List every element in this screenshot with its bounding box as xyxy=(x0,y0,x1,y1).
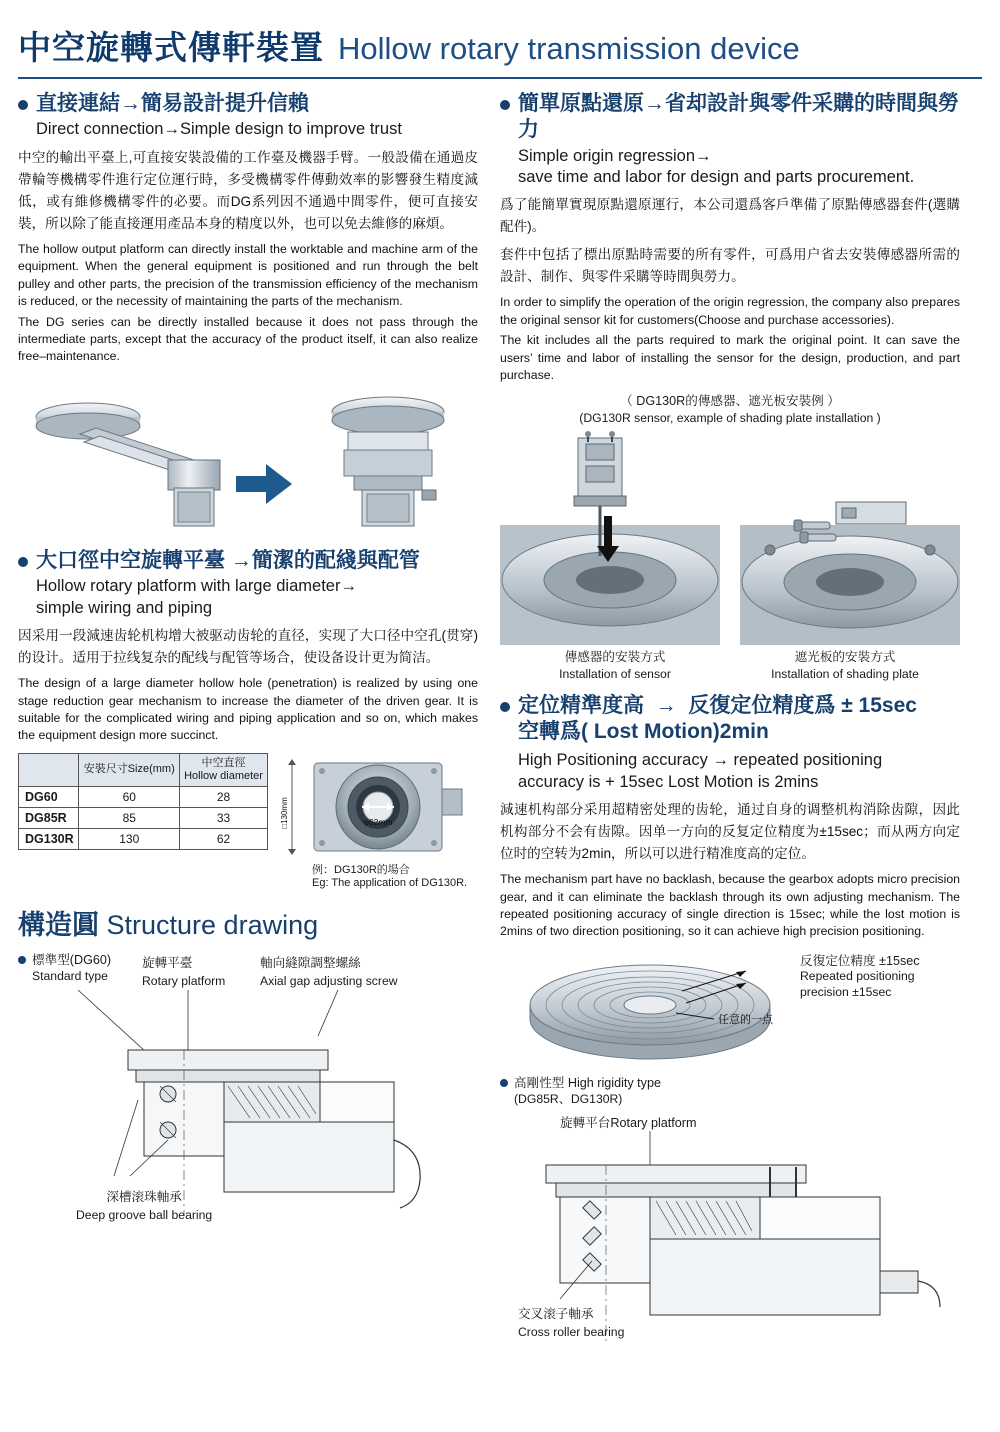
paragraph-en-1: In order to simplify the operation of the origin regression, the company also prepares the original sensor kit for customers(Choose and purchase accessories). xyxy=(500,295,960,327)
paragraph-en-2: The DG series can be directly installed because it does not pass through the intermediate parts, except that the accuracy of the product itself, it can also realize free–maintenance. xyxy=(18,314,478,364)
cell-model: DG60 xyxy=(19,787,79,808)
right-column xyxy=(500,91,960,1346)
cell-size: 130 xyxy=(79,829,180,850)
section-large-diameter xyxy=(18,548,478,745)
subcaption-shading-plate-cn: 遮光板的安裝方式 xyxy=(794,650,896,665)
label-rotary-platform-right: 旋轉平台Rotary platform xyxy=(560,1115,697,1130)
callout-repeat-precision xyxy=(800,953,920,1001)
cell-model: DG130R xyxy=(19,829,79,850)
structure-title-en: Structure drawing xyxy=(106,909,319,940)
sensor-subcaptions xyxy=(500,649,960,682)
subcaption-sensor-cn: 傳感器的安裝方式 xyxy=(564,650,666,665)
callout-cn: 反復定位精度 ±15sec xyxy=(800,953,920,968)
spec-col-size: 安裝尺寸Size(mm) xyxy=(79,753,180,786)
label-rotary-platform-cn: 旋轉平臺 xyxy=(142,955,193,970)
figure-caption-cn: （ DG130R的傳感器、遮光板安裝例 ） xyxy=(620,393,840,408)
label-rotary-platform-en: Rotary platform xyxy=(142,973,226,988)
label-deep-groove-bearing xyxy=(76,1186,212,1224)
bullet-icon xyxy=(18,100,28,110)
figure-structure-high-rigidity xyxy=(500,1131,960,1346)
header-divider xyxy=(18,77,982,79)
paragraph-en-2: The kit includes all the parts required to mark the original point. It can save the users’ time and labor of installing the sensor for the design, production, and part purchase. xyxy=(500,333,960,383)
bullet-icon xyxy=(500,1079,508,1087)
paragraph-en: The design of a large diameter hollow hole (penetration) is realized by using one stage reduction gear mechanism to increase the diameter of the driven gear. It is suitable for the complicated wiring and piping application and so on, which makes the equipment design more succinct. xyxy=(18,676,478,743)
label-cross-roller-bearing xyxy=(518,1303,624,1341)
structure-right-labels xyxy=(500,1075,960,1131)
page-header xyxy=(18,0,982,79)
figure-direct-drive xyxy=(18,372,478,542)
paragraph-cn: 因采用一段減速齿轮机构增大被驱动齿轮的直径，实现了大口径中空孔(贯穿)的设计。适用于拉线复杂的配线与配管等场合，使设备设计更为简洁。 xyxy=(18,628,478,666)
direct-drive-illustration xyxy=(18,372,478,542)
svg-text:任意的一点: 任意的一点 xyxy=(718,1013,773,1026)
label-cross-roller-bearing-en: Cross roller bearing xyxy=(518,1324,625,1339)
content-columns xyxy=(18,91,982,1346)
cell-hollow: 28 xyxy=(180,787,268,808)
cell-size: 85 xyxy=(79,808,180,829)
figure-structure-standard xyxy=(18,990,478,1220)
figure-caption-en: (DG130R sensor, example of shading plate installation ) xyxy=(579,410,881,425)
page-title-cn: 中空旋轉式傳軒裝置 xyxy=(18,29,324,66)
section-heading-en-2: save time and labor for design and parts procurement. xyxy=(518,167,915,186)
figure-caption-sensor-kit xyxy=(500,393,960,426)
bullet-icon xyxy=(500,702,510,712)
spec-col-model xyxy=(19,753,79,786)
callout-en-2: precision ±15sec xyxy=(800,985,892,1000)
paragraph-en: The mechanism part have no backlash, because the gearbox adopts micro precision gear, and it can eliminate the backlash through its own adjusting mechanism. The repeated positioning accuracy of single direction is 15sec; while the lost motion is 2mins of two direction positioning, so it can achieve high precision positioning. xyxy=(500,872,960,939)
heading-accuracy-part1: 定位精準度高 xyxy=(518,693,644,717)
legend-high-rigidity-models: (DG85R、DG130R) xyxy=(514,1091,623,1106)
cell-hollow: 33 xyxy=(180,808,268,829)
cell-size: 60 xyxy=(79,787,180,808)
legend-standard-cn: 標準型(DG60) xyxy=(32,952,112,967)
page-title-en: Hollow rotary transmission device xyxy=(338,31,800,66)
legend-standard-en: Standard type xyxy=(32,968,108,983)
legend-high-rigidity-cn: 高剛性型 High rigidity type xyxy=(514,1075,661,1090)
subcaption-sensor-en: Installation of sensor xyxy=(559,667,671,682)
table-row xyxy=(19,808,268,829)
paragraph-cn: 減速机构部分采用超精密处理的齿轮，通过自身的调整机构消除齿隙，因此机构部分不会有齿隙。因单一方向的反复定位精度为±15sec；而从两方向定位时的空转为2min，所以可以进行精准度高的定位。 xyxy=(500,802,960,862)
legend-standard-type xyxy=(18,952,136,990)
subcaption-shading-plate-en: Installation of shading plate xyxy=(771,667,919,682)
label-axial-screw-cn: 軸向縫隙調整螺絲 xyxy=(260,955,361,970)
label-axial-screw-en: Axial gap adjusting screw xyxy=(260,973,398,988)
structure-left-labels xyxy=(18,952,478,990)
hollow-platform-illustration xyxy=(278,753,473,861)
arrow-icon: → xyxy=(649,693,683,717)
figure-note-en: Eg: The application of DG130R. xyxy=(312,876,468,889)
spec-section xyxy=(18,753,478,889)
section-heading-en-1: Hollow rotary platform with large diameter→ xyxy=(36,577,357,596)
spec-col-hollow xyxy=(180,753,268,786)
figure-accuracy xyxy=(500,947,960,1067)
section-heading-cn xyxy=(518,693,917,719)
spec-table xyxy=(18,753,268,850)
section-positioning-accuracy xyxy=(500,693,960,941)
header-titles xyxy=(18,22,982,69)
section-heading-cn: 大口徑中空旋轉平臺 →簡潔的配綫與配管 xyxy=(36,548,420,572)
label-rotary-platform xyxy=(142,952,254,990)
figure-note-cn: 例：DG130R的場合 xyxy=(312,863,410,876)
section-heading-en-2: simple wiring and piping xyxy=(36,598,213,617)
label-cross-roller-bearing-cn: 交叉滚子軸承 xyxy=(518,1306,594,1321)
bullet-icon xyxy=(18,956,26,964)
label-axial-screw xyxy=(260,952,440,990)
table-row xyxy=(19,787,268,808)
paragraph-en-1: The hollow output platform can directly install the worktable and machine arm of the equipment. When the general equipment is positioned and run through the belt pulley and other parts, the precision of the transmission efficiency of the mechanism is reduced, or the necessity of maintaining the parts of the mechanism. xyxy=(18,241,478,309)
figure-hollow-platform xyxy=(278,753,473,889)
section-heading-en-1: High Positioning accuracy → repeated positioning xyxy=(518,751,883,770)
section-heading-en-2: accuracy is + 15sec Lost Motion is 2mins xyxy=(518,772,819,791)
label-deep-groove-bearing-cn: 深槽滚珠軸承 xyxy=(106,1189,182,1204)
cell-model: DG85R xyxy=(19,808,79,829)
legend-high-rigidity xyxy=(500,1075,960,1108)
paragraph-cn-2: 套件中包括了標出原點時需要的所有零件，可爲用户省去安裝傳感器所需的設計、制作、與零件采購等時間與勞力。 xyxy=(500,247,960,285)
subcaption-sensor xyxy=(500,649,730,682)
bullet-icon xyxy=(18,557,28,567)
spec-col-hollow-en: Hollow diameter xyxy=(184,770,263,783)
table-row xyxy=(19,829,268,850)
section-heading-en-1: Simple origin regression→ xyxy=(518,146,712,165)
heading-accuracy-part3: 空轉爲( Lost Motion)2min xyxy=(518,719,769,743)
structure-drawing-title xyxy=(18,903,478,942)
callout-en-1: Repeated positioning xyxy=(800,969,915,984)
label-deep-groove-bearing-en: Deep groove ball bearing xyxy=(76,1207,213,1222)
paragraph-cn: 中空的輸出平臺上,可直接安裝設備的工作臺及機器手臂。一般設備在通過皮帶輪等機構零件進行定位運行時，多受機構零件傳動效率的影響發生精度減低，或有維修機構零件的必要。而DG系列因不通過中間零件，便可直接安裝，所以除了能直接運用產品本身的精度以外，也可以免去維修的麻煩。 xyxy=(18,149,478,231)
paragraph-cn-1: 爲了能簡單實現原點還原運行，本公司還爲客戶準備了原點傳感器套件(選購配件)。 xyxy=(500,197,960,235)
section-heading-cn: 直接連結→簡易設計提升信賴 xyxy=(36,92,309,115)
section-heading-en: Direct connection→Simple design to improve trust xyxy=(36,120,402,139)
section-direct-connection xyxy=(18,91,478,366)
subcaption-shading-plate xyxy=(730,649,960,682)
bullet-icon xyxy=(500,100,510,110)
sensor-installation-illustration xyxy=(500,430,960,645)
section-origin-regression xyxy=(500,91,960,385)
svg-text:□130mm: □130mm xyxy=(280,797,289,829)
figure-sensor-installation xyxy=(500,430,960,645)
section-heading-cn: 簡單原點還原→省却設計與零件采購的時間與勞力 xyxy=(518,92,959,142)
svg-text:φ62mm: φ62mm xyxy=(363,816,393,827)
spec-col-hollow-cn: 中空直徑 xyxy=(201,756,246,769)
heading-accuracy-part2: 反復定位精度爲 ± 15sec xyxy=(688,693,917,717)
structure-title-cn: 構造圓 xyxy=(18,909,99,940)
cell-hollow: 62 xyxy=(180,829,268,850)
left-column xyxy=(18,91,478,1346)
